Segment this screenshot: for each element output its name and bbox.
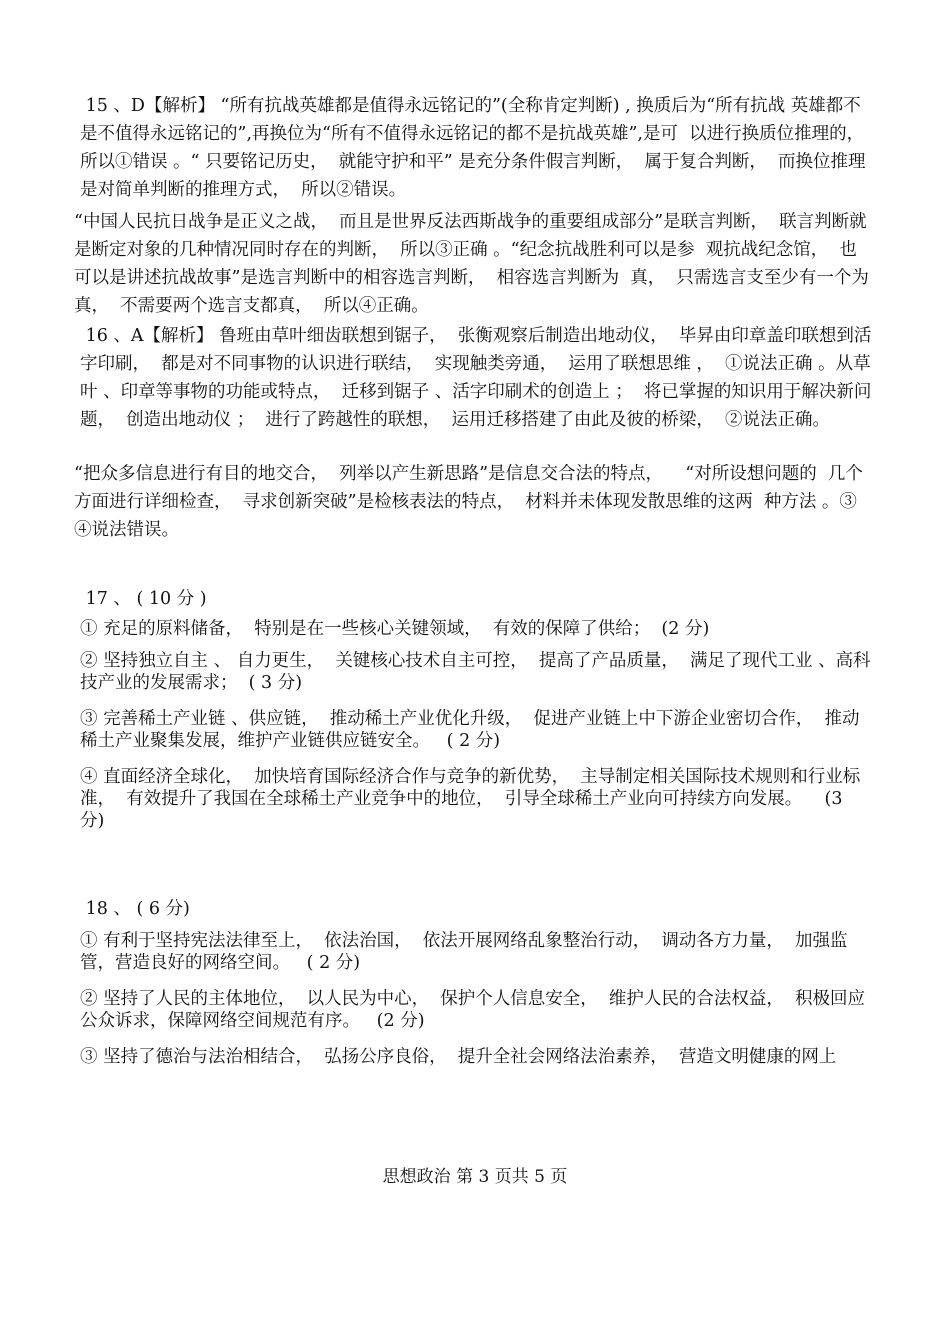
q17-heading: 17 、 ( 10 分 ) bbox=[80, 589, 207, 609]
q17-answer-1: ① 充足的原料储备， 特别是在一些核心关键领域， 有效的保障了供给； (2 分) bbox=[80, 619, 710, 639]
q17-answer-2: ② 坚持独立自主 、 自力更生， 关键核心技术自主可控， 提高了产品质量， 满足了现代工业 、高科技产业的发展需求； ( 3 分) bbox=[80, 651, 871, 693]
q18-heading: 18 、 ( 6 分) bbox=[80, 899, 190, 919]
q18-answer-1: ① 有利于坚持宪法法律至上， 依法治国， 依法开展网络乱象整治行动， 调动各方力量， 加强监管，营造良好的网络空间。 ( 2 分) bbox=[80, 931, 848, 973]
q18-answer-2: ② 坚持了人民的主体地位， 以人民为中心， 保护个人信息安全， 维护人民的合法权益， 积极回应公众诉求，保障网络空间规范有序。 (2 分) bbox=[80, 989, 866, 1031]
q18-answer-3: ③ 坚持了德治与法治相结合， 弘扬公序良俗， 提升全社会网络法治素养， 营造文明健康的网上 bbox=[80, 1047, 837, 1067]
page-footer: 思想政治 第 3 页共 5 页 bbox=[382, 1167, 568, 1187]
q17-answer-4: ④ 直面经济全球化， 加快培育国际经济合作与竞争的新优势， 主导制定相关国际技术规则和行业标准， 有效提升了我国在全球稀土产业竞争中的地位， 引导全球稀土产业向可持续方向发展。 (3 分) bbox=[80, 767, 861, 831]
q16-explanation: 16 、A【解析】 鲁班由草叶细齿联想到锯子， 张衡观察后制造出地动仪， 毕昇由印章盖印联想到活字印刷， 都是对不同事物的认识进行联结， 实现触类旁通， 运用了联想思维 ， ①说法正确 。从草叶 、印章等事物的功能或特点， 迁移到锯子 、活字印刷术的创造上 ； 将已掌握的知识用于解决新问题， 创造出地动仪 ； 进行了跨越性的联想， 运用迁移搭建了由此及彼的桥梁， ②说法正确。 bbox=[80, 326, 872, 430]
q15-explanation: 15 、D【解析】 “所有抗战英雄都是值得永远铭记的”(全称肯定判断) , 换质后为“所有抗战 英雄都不是不值得永远铭记的”,再换位为“所有不值得永远铭记的都不是抗战英雄”,是可 以进行换质位推理的， 所以①错误 。“ 只要铭记历史， 就能守护和平” 是充分条件假言判断， 属于复合判断， 而换位推理是对简单判断的推理方式， 所以②错误。 bbox=[80, 96, 876, 200]
q17-answer-3: ③ 完善稀土产业链 、供应链， 推动稀土产业优化升级， 促进产业链上中下游企业密切合作， 推动稀土产业聚集发展，维护产业链供应链安全。 ( 2 分) bbox=[80, 709, 860, 751]
q16-explanation-continued: “把众多信息进行有目的地交合， 列举以产生新思路”是信息交合法的特点， “对所设想问题的 几个方面进行详细检查， 寻求创新突破”是检核表法的特点， 材料并未体现发散思维的这两 种方法 。③④说法错误。 bbox=[74, 464, 863, 540]
q15-explanation-continued: “中国人民抗日战争是正义之战， 而且是世界反法西斯战争的重要组成部分”是联言判断， 联言判断就是断定对象的几种情况同时存在的判断， 所以③正确 。“纪念抗战胜利可以是参 观抗战纪念馆， 也可以是讲述抗战故事”是选言判断中的相容选言判断， 相容选言判断为 真， 只需选言支至少有一个为真， 不需要两个选言支都真， 所以④正确。 bbox=[74, 212, 869, 316]
